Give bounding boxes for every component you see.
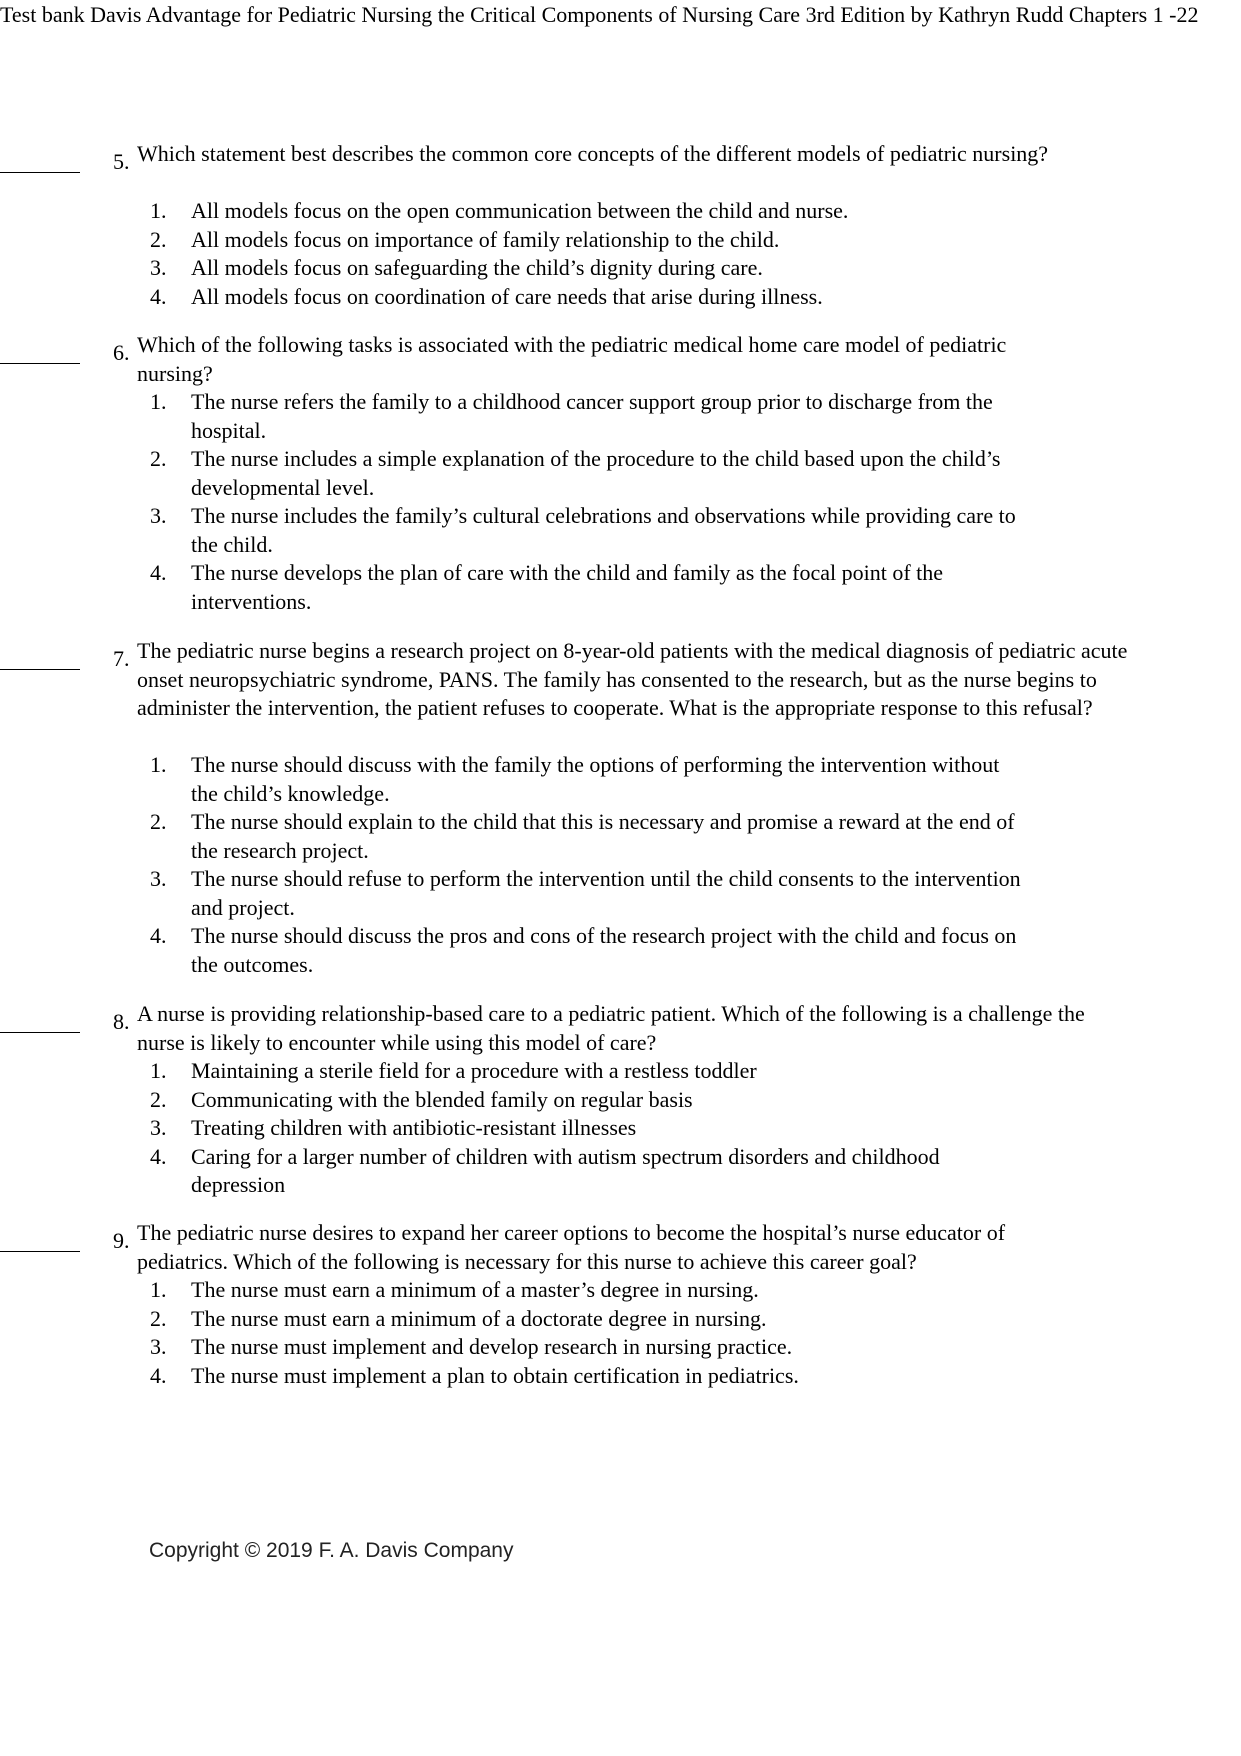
option-text: All models focus on the open communication between the child and nurse.: [191, 198, 849, 223]
option-text: Treating children with antibiotic-resistant illnesses: [191, 1115, 637, 1140]
option-number: 3.: [150, 255, 167, 280]
document-header: Test bank Davis Advantage for Pediatric Nursing the Critical Components of Nursing Care 3rd Edition by Kathryn Rudd Chapters 1 -22: [0, 2, 1199, 27]
option-text: All models focus on importance of family relationship to the child.: [191, 226, 780, 252]
answer-options: [0, 197, 1241, 311]
option: [0, 865, 1021, 922]
option: [0, 1276, 1021, 1305]
option-text: The nurse develops the plan of care with the child and family as the focal point of the interventions.: [191, 560, 944, 614]
answer-blank[interactable]: [0, 363, 80, 364]
option: [0, 1114, 1021, 1143]
option: [0, 751, 1021, 808]
option-number: 2.: [150, 1086, 167, 1112]
answer-options: [0, 388, 1241, 616]
question-number: 5.: [113, 149, 130, 174]
option-text: Maintaining a sterile field for a procedure with a restless toddler: [191, 1058, 757, 1083]
option-number: 1.: [150, 1058, 167, 1083]
option: [0, 922, 1021, 979]
option-text: The nurse must earn a minimum of a master’s degree in nursing.: [191, 1277, 759, 1302]
option-number: 4.: [150, 560, 167, 585]
question-number: 7.: [113, 646, 130, 671]
option-text: The nurse should discuss the pros and cons of the research project with the child and focus on the outcomes.: [191, 923, 1017, 977]
question-stem: Which of the following tasks is associated with the pediatric medical home care model of pediatric nursing?: [137, 332, 1007, 386]
option-number: 2.: [150, 809, 167, 834]
option-number: 1.: [150, 1277, 167, 1302]
option-number: 1.: [150, 752, 167, 777]
option: [0, 502, 1021, 559]
option: [0, 254, 1021, 283]
option-number: 2.: [150, 226, 167, 252]
option-text: Communicating with the blended family on regular basis: [191, 1086, 693, 1112]
question-stem: The pediatric nurse begins a research project on 8-year-old patients with the medical diagnosis of pediatric acute onset neuropsychiatric syndrome, PANS. The family has consented to the research, but as the nurse begins to administer the intervention, the patient refuses to cooperate. What is the appropriate response to this refusal?: [137, 638, 1128, 720]
option-number: 3.: [150, 866, 167, 891]
option: [0, 388, 1021, 445]
option: [0, 445, 1021, 502]
answer-options: [0, 751, 1241, 979]
option-number: 4.: [150, 1143, 167, 1169]
answer-options: [0, 1276, 1241, 1390]
option-text: The nurse must earn a minimum of a doctorate degree in nursing.: [191, 1305, 767, 1331]
option-number: 1.: [150, 198, 167, 223]
question-number: 9.: [113, 1228, 130, 1253]
option: [0, 283, 1021, 312]
option-number: 4.: [150, 1362, 167, 1388]
option-number: 3.: [150, 503, 167, 528]
option-text: The nurse includes a simple explanation of the procedure to the child based upon the child’s developmental level.: [191, 446, 1001, 500]
option: [0, 1362, 1021, 1391]
option: [0, 1143, 1021, 1200]
option-text: The nurse should refuse to perform the intervention until the child consents to the intervention and project.: [191, 866, 1021, 920]
option-number: 2.: [150, 446, 167, 471]
question-number: 6.: [113, 340, 130, 365]
answer-blank[interactable]: [0, 172, 80, 173]
option-text: All models focus on safeguarding the child’s dignity during care.: [191, 255, 763, 280]
answer-blank[interactable]: [0, 669, 80, 670]
option: [0, 226, 1021, 255]
question-stem: The pediatric nurse desires to expand her career options to become the hospital’s nurse educator of pediatrics. Which of the following is necessary for this nurse to achieve this career goal?: [137, 1220, 1006, 1274]
option-number: 1.: [150, 389, 167, 414]
option-number: 3.: [150, 1115, 167, 1140]
copyright-footer: Copyright © 2019 F. A. Davis Company: [149, 1539, 514, 1562]
option: [0, 1305, 1021, 1334]
answer-blank[interactable]: [0, 1032, 80, 1033]
option: [0, 197, 1021, 226]
option-number: 3.: [150, 1334, 167, 1359]
option-text: The nurse should discuss with the family the options of performing the intervention without the child’s knowledge.: [191, 752, 1000, 806]
option-text: All models focus on coordination of care needs that arise during illness.: [191, 283, 823, 309]
option-text: The nurse must implement and develop research in nursing practice.: [191, 1334, 793, 1359]
answer-options: [0, 1057, 1241, 1200]
option-number: 2.: [150, 1305, 167, 1331]
question-number: 8.: [113, 1009, 130, 1034]
option-text: The nurse must implement a plan to obtain certification in pediatrics.: [191, 1362, 799, 1388]
option-number: 4.: [150, 283, 167, 309]
option-text: The nurse includes the family’s cultural celebrations and observations while providing care to the child.: [191, 503, 1016, 557]
option: [0, 1333, 1021, 1362]
question-stem: Which statement best describes the common core concepts of the different models of pediatric nursing?: [137, 141, 1049, 166]
option-text: The nurse refers the family to a childhood cancer support group prior to discharge from the hospital.: [191, 389, 993, 443]
option-number: 4.: [150, 923, 167, 948]
answer-blank[interactable]: [0, 1251, 80, 1252]
option: [0, 808, 1021, 865]
option: [0, 1086, 1021, 1115]
option-text: The nurse should explain to the child that this is necessary and promise a reward at the end of the research project.: [191, 809, 1015, 863]
question-stem: A nurse is providing relationship-based care to a pediatric patient. Which of the following is a challenge the nurse is likely to encounter while using this model of care?: [137, 1001, 1085, 1055]
option-text: Caring for a larger number of children with autism spectrum disorders and childhood depression: [191, 1143, 940, 1197]
option: [0, 1057, 1021, 1086]
option: [0, 559, 1021, 616]
